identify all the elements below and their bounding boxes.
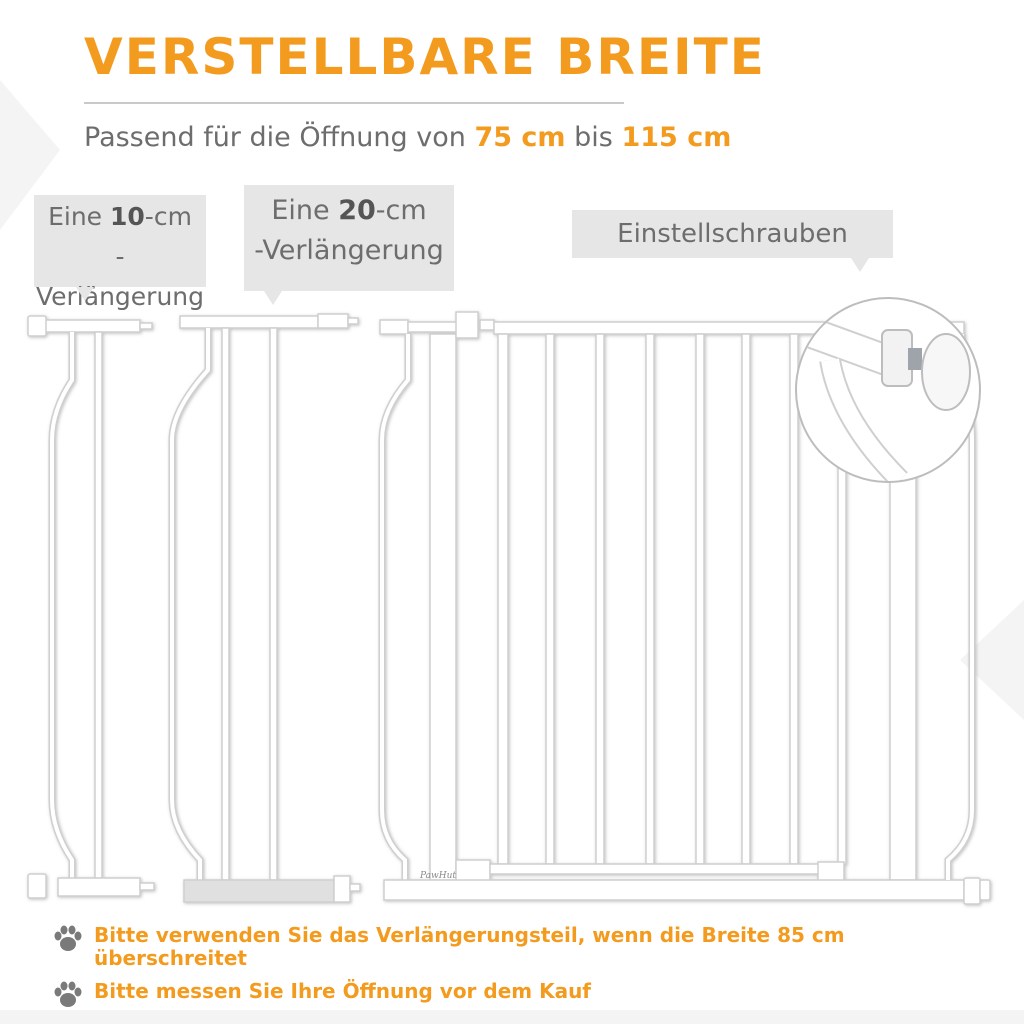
page-title: VERSTELLBARE BREITE <box>84 28 766 86</box>
callout-20cm-extension: Eine 20-cm -Verlängerung <box>244 185 454 291</box>
extension-10cm-image <box>28 316 154 898</box>
min-width: 75 cm <box>474 122 566 153</box>
max-width: 115 cm <box>621 122 732 153</box>
callout-10cm-extension: Eine 10-cm -Verlängerung <box>34 195 206 287</box>
note-measure-before-purchase: Bitte messen Sie Ihre Öffnung vor dem Kauf <box>52 980 591 1010</box>
width-range-subtitle: Passend für die Öffnung von 75 cm bis 115 cm <box>84 122 732 153</box>
paw-icon <box>52 924 84 954</box>
extension-20cm-image <box>172 314 360 902</box>
brand-logo: PawHut <box>420 871 456 881</box>
paw-icon <box>52 980 84 1010</box>
callout-adjustment-screws: Einstellschrauben <box>572 210 893 258</box>
note-extension-usage: Bitte verwenden Sie das Verlängerungsteil, wenn die Breite 85 cm überschreitet <box>52 924 952 970</box>
